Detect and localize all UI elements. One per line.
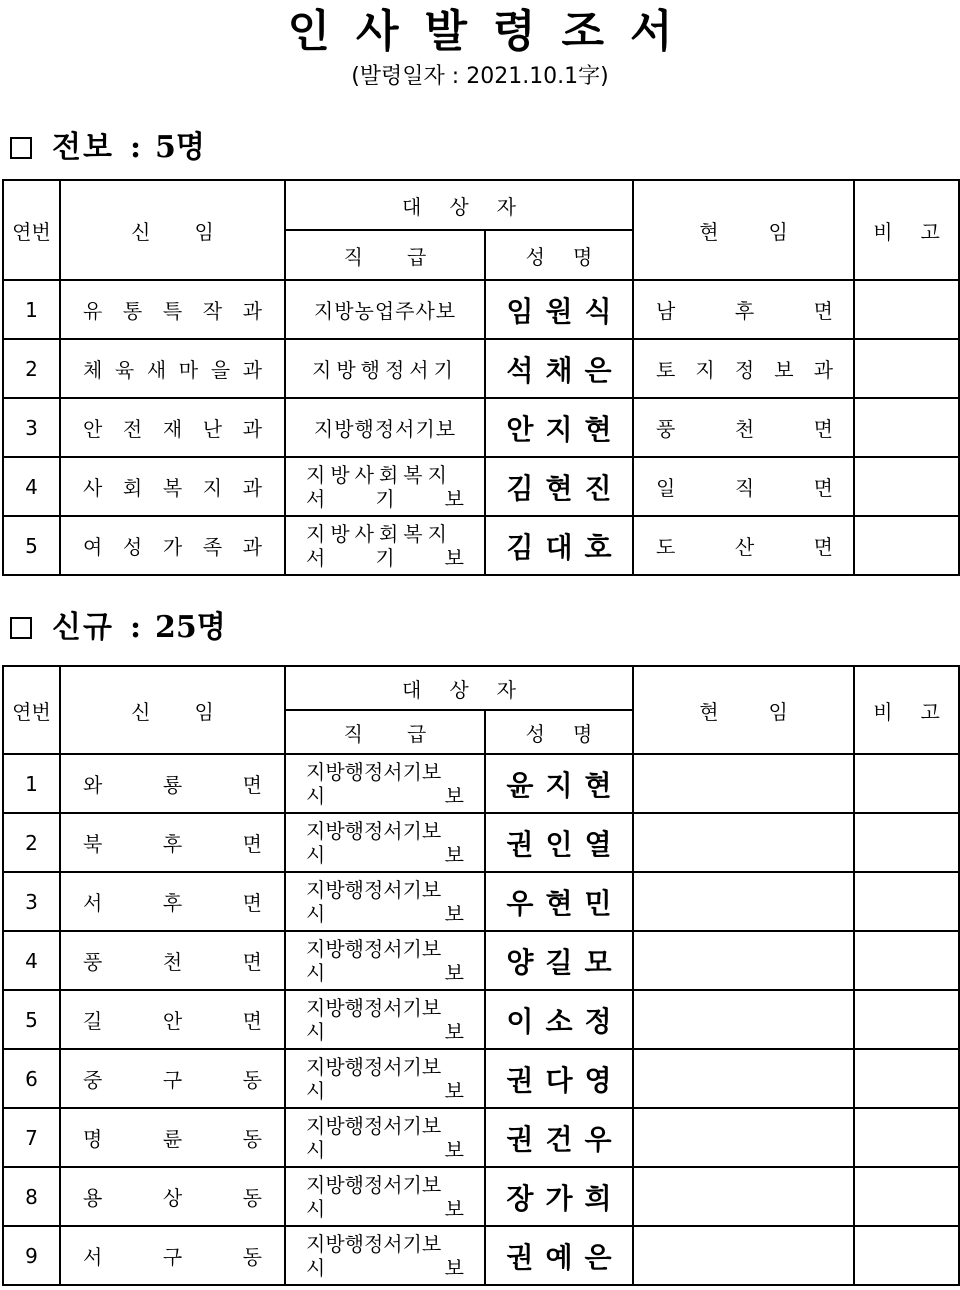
table-row: [3, 339, 959, 398]
current-post-cell: [633, 1226, 854, 1285]
new-post-char: 안: [83, 417, 103, 441]
current-post-text: [634, 413, 853, 442]
new-post-text: [61, 828, 284, 857]
table-row: [3, 398, 959, 457]
new-post-char: 북: [83, 832, 103, 856]
table-row: [3, 754, 959, 813]
checkbox-square-icon: [10, 137, 32, 159]
rank-cell: [285, 339, 485, 398]
table-row: [3, 1167, 959, 1226]
rank-line-2: [306, 1138, 464, 1162]
remark-cell: [854, 339, 959, 398]
rank-line-2: [306, 1079, 464, 1103]
new-post-char: 면: [242, 773, 262, 797]
rank-text: [286, 1055, 484, 1103]
section-count: 25명: [155, 610, 226, 645]
new-post-char: 와: [83, 773, 103, 797]
new-post-char: 면: [242, 891, 262, 915]
remark-cell: [854, 813, 959, 872]
header-name: 성 명: [485, 710, 633, 754]
new-post-char: 명: [83, 1127, 103, 1151]
new-hire-table: [2, 665, 960, 1286]
rank-line-2: [306, 1197, 464, 1221]
rank-cell: [285, 931, 485, 990]
rank-line-2: [306, 1256, 464, 1280]
new-post-char: 천: [162, 950, 183, 974]
rank-char: 시: [306, 1196, 326, 1221]
table-row: [3, 516, 959, 575]
current-post-text: [634, 295, 853, 324]
remark-cell: [854, 872, 959, 931]
new-post-cell: [60, 280, 285, 339]
rank-line-2: [306, 961, 464, 985]
rank-line-1: 지방행정서기보: [306, 1231, 442, 1256]
new-post-cell: [60, 1049, 285, 1108]
rank-char: 시: [306, 1137, 326, 1162]
current-post-char: 토: [656, 358, 676, 382]
current-post-char: 풍: [656, 417, 676, 441]
new-post-char: 체: [83, 358, 103, 382]
new-post-char: 사: [83, 476, 103, 500]
rank-cell: [285, 1226, 485, 1285]
rank-line-1: 지방사회복지: [306, 462, 452, 487]
remark-cell: [854, 1167, 959, 1226]
person-name: 장가희: [485, 1167, 633, 1226]
rank-cell: [285, 1049, 485, 1108]
rank-line-1: 지방행정서기보: [306, 995, 442, 1020]
new-post-text: [61, 472, 284, 501]
row-number: 3: [3, 398, 60, 457]
new-post-char: 면: [242, 832, 262, 856]
header-no: 연번: [3, 666, 60, 754]
new-post-char: 성: [122, 535, 143, 559]
new-post-char: 유: [83, 299, 103, 323]
new-post-char: 마: [178, 358, 199, 382]
new-post-char: 회: [122, 476, 143, 500]
new-post-char: 작: [202, 299, 223, 323]
table-row: [3, 990, 959, 1049]
new-post-char: 복: [162, 476, 183, 500]
remark-cell: [854, 398, 959, 457]
rank-cell: [285, 754, 485, 813]
new-post-char: 동: [242, 1186, 262, 1210]
new-post-text: [61, 887, 284, 916]
new-post-char: 구: [162, 1245, 183, 1269]
rank-char: 시: [306, 901, 326, 926]
row-number: 8: [3, 1167, 60, 1226]
current-post-char: 면: [813, 476, 833, 500]
header-new-post-label: 신 임: [131, 219, 214, 244]
new-post-char: 후: [162, 891, 183, 915]
rank-char: 시: [306, 1255, 326, 1280]
table-row: [3, 457, 959, 516]
current-post-char: 면: [813, 417, 833, 441]
table-row: [3, 813, 959, 872]
new-post-char: 중: [83, 1068, 103, 1092]
remark-cell: [854, 990, 959, 1049]
header-target: 대 상 자: [285, 180, 633, 230]
new-post-char: 동: [242, 1127, 262, 1151]
table-row: [3, 931, 959, 990]
header-rank: 직 급: [285, 710, 485, 754]
current-post-char: 도: [656, 535, 676, 559]
new-post-char: 과: [242, 358, 262, 382]
rank-line-1: 지방행정서기보: [306, 759, 442, 784]
rank-line-1: 지방행정서기보: [306, 1113, 442, 1138]
row-number: 1: [3, 280, 60, 339]
current-post-char: 과: [813, 358, 833, 382]
remark-cell: [854, 1049, 959, 1108]
rank-cell: [285, 1108, 485, 1167]
current-post-text: [634, 531, 853, 560]
checkbox-square-icon: [10, 617, 32, 639]
person-name: 권건우: [485, 1108, 633, 1167]
new-post-cell: [60, 457, 285, 516]
person-name: 권인열: [485, 813, 633, 872]
rank-line-1: 지방사회복지: [306, 521, 452, 546]
current-post-char: 산: [734, 535, 755, 559]
new-post-char: 서: [83, 1245, 103, 1269]
rank-text: [286, 463, 484, 511]
remark-cell: [854, 754, 959, 813]
new-post-char: 후: [162, 832, 183, 856]
rank-cell: [285, 990, 485, 1049]
new-post-char: 통: [122, 299, 143, 323]
new-post-text: [61, 295, 284, 324]
new-post-char: 안: [162, 1009, 183, 1033]
new-post-char: 용: [83, 1186, 103, 1210]
current-post-text: [634, 354, 853, 383]
row-number: 4: [3, 457, 60, 516]
rank-text: [286, 1232, 484, 1280]
new-post-char: 지: [202, 476, 223, 500]
header-remark: 비 고: [854, 180, 959, 280]
rank-char: 보: [444, 960, 464, 985]
section-count: 5명: [155, 130, 205, 165]
new-post-char: 새: [146, 358, 167, 382]
new-post-char: 특: [162, 299, 183, 323]
person-name: 권다영: [485, 1049, 633, 1108]
rank-line-1: 지방행정서기보: [306, 818, 442, 843]
row-number: 5: [3, 516, 60, 575]
new-post-char: 과: [242, 476, 262, 500]
current-post-cell: [633, 872, 854, 931]
table-row: [3, 280, 959, 339]
header-current: 현 임: [633, 666, 854, 754]
rank-line-1: 지방행정서기보: [306, 936, 442, 961]
new-post-char: 과: [242, 299, 262, 323]
current-post-cell: [633, 813, 854, 872]
new-post-char: 동: [242, 1068, 262, 1092]
new-post-cell: [60, 872, 285, 931]
rank-cell: [285, 457, 485, 516]
rank-cell: [285, 398, 485, 457]
person-name: 윤지현: [485, 754, 633, 813]
new-post-cell: [60, 1108, 285, 1167]
person-name: 임원식: [485, 280, 633, 339]
new-post-cell: [60, 339, 285, 398]
current-post-cell: [633, 1049, 854, 1108]
rank-cell: [285, 872, 485, 931]
current-post-cell: [633, 516, 854, 575]
rank-char: 시: [306, 1019, 326, 1044]
section-new-heading: 신규 : 25명: [10, 608, 226, 648]
current-post-char: 직: [734, 476, 755, 500]
rank-line-2: [306, 546, 464, 570]
rank-cell: [285, 813, 485, 872]
new-post-char: 과: [242, 417, 262, 441]
row-number: 9: [3, 1226, 60, 1285]
new-post-text: [61, 769, 284, 798]
current-post-cell: [633, 398, 854, 457]
current-post-cell: [633, 1167, 854, 1226]
person-name: 양길모: [485, 931, 633, 990]
new-post-cell: [60, 754, 285, 813]
current-post-char: 보: [774, 358, 794, 382]
header-new-post: [60, 180, 285, 280]
header-no: 연번: [3, 180, 60, 280]
section-transfer-heading: 전보 : 5명: [10, 128, 205, 168]
person-name: 우현민: [485, 872, 633, 931]
rank-text: [286, 1173, 484, 1221]
rank-line-2: [306, 1020, 464, 1044]
remark-cell: [854, 1226, 959, 1285]
rank-line-2: [306, 843, 464, 867]
rank-char: 시: [306, 1078, 326, 1103]
new-post-char: 재: [162, 417, 183, 441]
rank-char: 보: [444, 901, 464, 926]
document-title: 인사발령조서: [287, 6, 699, 57]
person-name: 석채은: [485, 339, 633, 398]
rank-char: 서: [306, 486, 326, 511]
new-post-char: 동: [242, 1245, 262, 1269]
person-name: 권예은: [485, 1226, 633, 1285]
new-post-char: 서: [83, 891, 103, 915]
row-number: 6: [3, 1049, 60, 1108]
new-post-char: 길: [83, 1009, 103, 1033]
rank-text: [286, 760, 484, 808]
new-post-char: 족: [202, 535, 223, 559]
remark-cell: [854, 1108, 959, 1167]
issue-date: (발령일자 : 2021.10.1字): [351, 64, 609, 89]
row-number: 4: [3, 931, 60, 990]
person-name: 안지현: [485, 398, 633, 457]
header-name: 성 명: [485, 230, 633, 280]
rank-text: [286, 1114, 484, 1162]
new-post-text: [61, 1123, 284, 1152]
row-number: 5: [3, 990, 60, 1049]
rank-text: 지방농업주사보: [313, 299, 457, 323]
current-post-char: 남: [656, 299, 676, 323]
current-post-cell: [633, 339, 854, 398]
row-number: 2: [3, 339, 60, 398]
new-post-text: [61, 1005, 284, 1034]
new-post-cell: [60, 813, 285, 872]
rank-line-1: 지방행정서기보: [306, 1172, 442, 1197]
rank-line-1: 지방행정서기보: [306, 877, 442, 902]
rank-char: 보: [444, 783, 464, 808]
current-post-char: 정: [734, 358, 755, 382]
rank-char: 시: [306, 960, 326, 985]
rank-text: [286, 522, 484, 570]
new-post-text: [61, 1064, 284, 1093]
new-post-cell: [60, 990, 285, 1049]
new-post-cell: [60, 1167, 285, 1226]
new-post-char: 여: [83, 535, 103, 559]
rank-text: [286, 878, 484, 926]
current-post-char: 면: [813, 299, 833, 323]
new-post-char: 구: [162, 1068, 183, 1092]
header-rank: 직 급: [285, 230, 485, 280]
remark-cell: [854, 516, 959, 575]
new-post-char: 과: [242, 535, 262, 559]
rank-text: 지방행정서기보: [313, 417, 457, 441]
rank-char: 보: [444, 1137, 464, 1162]
rank-char: 보: [444, 1196, 464, 1221]
person-name: 김현진: [485, 457, 633, 516]
rank-char: 기: [375, 545, 395, 570]
new-post-cell: [60, 516, 285, 575]
rank-char: 보: [444, 1019, 464, 1044]
row-number: 1: [3, 754, 60, 813]
rank-text: 지방행정서기: [312, 358, 458, 382]
current-post-char: 천: [734, 417, 755, 441]
rank-char: 보: [444, 1255, 464, 1280]
current-post-cell: [633, 754, 854, 813]
current-post-char: 후: [734, 299, 755, 323]
new-post-text: [61, 1241, 284, 1270]
rank-cell: [285, 1167, 485, 1226]
row-number: 2: [3, 813, 60, 872]
new-post-char: 면: [242, 950, 262, 974]
transfer-table: [2, 179, 960, 576]
person-name: 이소정: [485, 990, 633, 1049]
new-post-char: 상: [162, 1186, 183, 1210]
table-row: [3, 1226, 959, 1285]
rank-char: 시: [306, 842, 326, 867]
rank-char: 기: [375, 486, 395, 511]
current-post-char: 일: [656, 476, 676, 500]
rank-text: [286, 819, 484, 867]
table-row: [3, 872, 959, 931]
rank-char: 서: [306, 545, 326, 570]
rank-cell: [285, 516, 485, 575]
current-post-cell: [633, 457, 854, 516]
new-post-text: [61, 413, 284, 442]
new-post-cell: [60, 1226, 285, 1285]
remark-cell: [854, 280, 959, 339]
new-post-char: 을: [210, 358, 231, 382]
rank-char: 시: [306, 783, 326, 808]
rank-char: 보: [444, 545, 464, 570]
header-remark: 비 고: [854, 666, 959, 754]
header-new-post: 신 임: [60, 666, 285, 754]
new-post-text: [61, 531, 284, 560]
current-post-cell: [633, 990, 854, 1049]
table-row: [3, 1049, 959, 1108]
rank-text: [286, 937, 484, 985]
row-number: 7: [3, 1108, 60, 1167]
new-post-cell: [60, 931, 285, 990]
row-number: 3: [3, 872, 60, 931]
new-post-char: 가: [162, 535, 183, 559]
new-post-char: 룡: [162, 773, 183, 797]
new-post-text: [61, 1182, 284, 1211]
new-post-char: 륜: [162, 1127, 183, 1151]
current-post-text: [634, 472, 853, 501]
section-label: 전보: [52, 130, 114, 165]
new-post-char: 풍: [83, 950, 103, 974]
rank-char: 보: [444, 842, 464, 867]
section-label: 신규: [52, 610, 114, 645]
rank-char: 보: [444, 1078, 464, 1103]
header-current: 현 임: [633, 180, 854, 280]
person-name: 김대호: [485, 516, 633, 575]
new-post-char: 육: [114, 358, 135, 382]
rank-cell: [285, 280, 485, 339]
remark-cell: [854, 931, 959, 990]
new-post-cell: [60, 398, 285, 457]
new-post-char: 면: [242, 1009, 262, 1033]
current-post-char: 면: [813, 535, 833, 559]
rank-char: 보: [444, 486, 464, 511]
rank-line-1: 지방행정서기보: [306, 1054, 442, 1079]
new-post-text: [61, 946, 284, 975]
current-post-cell: [633, 1108, 854, 1167]
remark-cell: [854, 457, 959, 516]
table-row: [3, 1108, 959, 1167]
rank-line-2: [306, 784, 464, 808]
rank-text: [286, 996, 484, 1044]
current-post-cell: [633, 280, 854, 339]
current-post-cell: [633, 931, 854, 990]
new-post-char: 난: [202, 417, 223, 441]
rank-line-2: [306, 902, 464, 926]
current-post-char: 지: [695, 358, 715, 382]
new-post-text: [61, 354, 284, 383]
new-post-char: 전: [122, 417, 143, 441]
rank-line-2: [306, 487, 464, 511]
header-target: 대 상 자: [285, 666, 633, 710]
